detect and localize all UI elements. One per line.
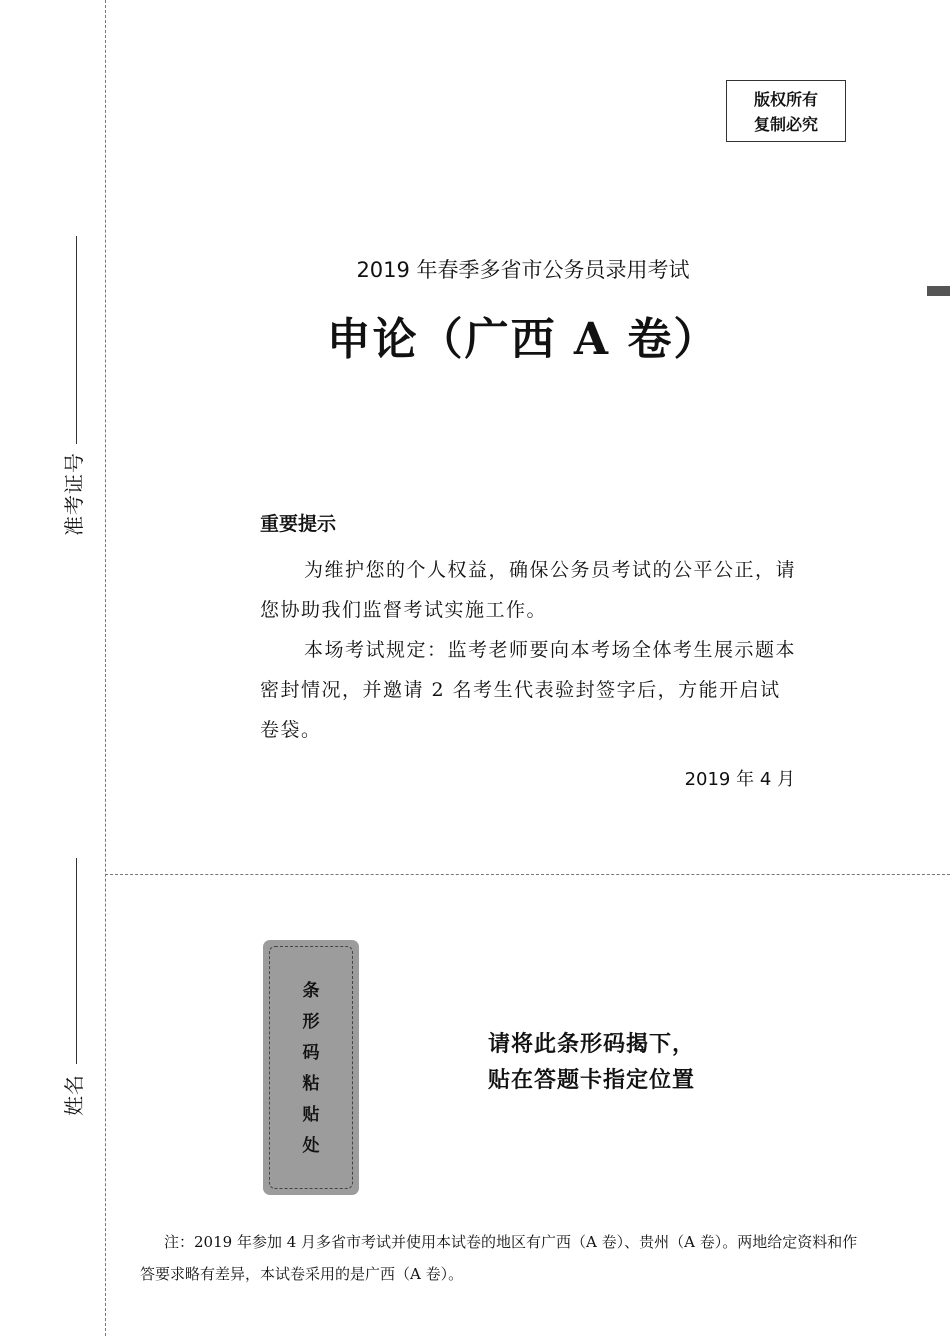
- barcode-label: [263, 976, 359, 1162]
- copyright-line-1: 版权所有: [753, 90, 818, 109]
- copyright-line-2: 复制必究: [753, 115, 818, 134]
- barcode-label-char: 处: [302, 1136, 320, 1156]
- binding-dashed-line: [105, 0, 106, 1336]
- barcode-sticker-area: [263, 940, 359, 1195]
- barcode-instruction: [488, 1027, 695, 1099]
- notice-heading: 重要提示: [260, 513, 337, 535]
- barcode-label-char: 粘: [302, 1074, 320, 1094]
- barcode-label-char: 形: [302, 1012, 320, 1032]
- barcode-instruction-line-2: 贴在答题卡指定位置: [488, 1068, 696, 1093]
- barcode-instruction-line-1: 请将此条形码揭下，: [488, 1032, 696, 1057]
- barcode-label-char: 条: [302, 981, 320, 1001]
- barcode-label-char: 码: [302, 1043, 320, 1063]
- notice-date: 2019 年 4 月: [684, 769, 795, 790]
- page-edge-tab: [927, 286, 950, 296]
- barcode-label-char: 贴: [302, 1105, 320, 1125]
- name-label: 姓名: [62, 1074, 86, 1116]
- name-write-line: [76, 858, 77, 1064]
- paper-title: 申论（广西 A 卷）: [326, 314, 720, 365]
- notice-paragraph-2: 本场考试规定：监考老师要向本考场全体考生展示题本密封情况，并邀请 2 名考生代表验封签字后，方能开启试卷袋。: [260, 639, 797, 741]
- copyright-box: [726, 80, 846, 142]
- admission-number-label: 准考证号: [62, 452, 86, 536]
- cut-dashed-line: [105, 874, 950, 875]
- footnote: 注：2019 年参加 4 月多省市考试并使用本试卷的地区有广西（A 卷）、贵州（A 卷）。两地给定资料和作答要求略有差异，本试卷采用的是广西（A 卷）。: [140, 1233, 858, 1283]
- exam-title: 2019 年春季多省市公务员录用考试: [356, 258, 690, 282]
- notice-paragraph-1: 为维护您的个人权益，确保公务员考试的公平公正，请您协助我们监督考试实施工作。: [260, 559, 797, 621]
